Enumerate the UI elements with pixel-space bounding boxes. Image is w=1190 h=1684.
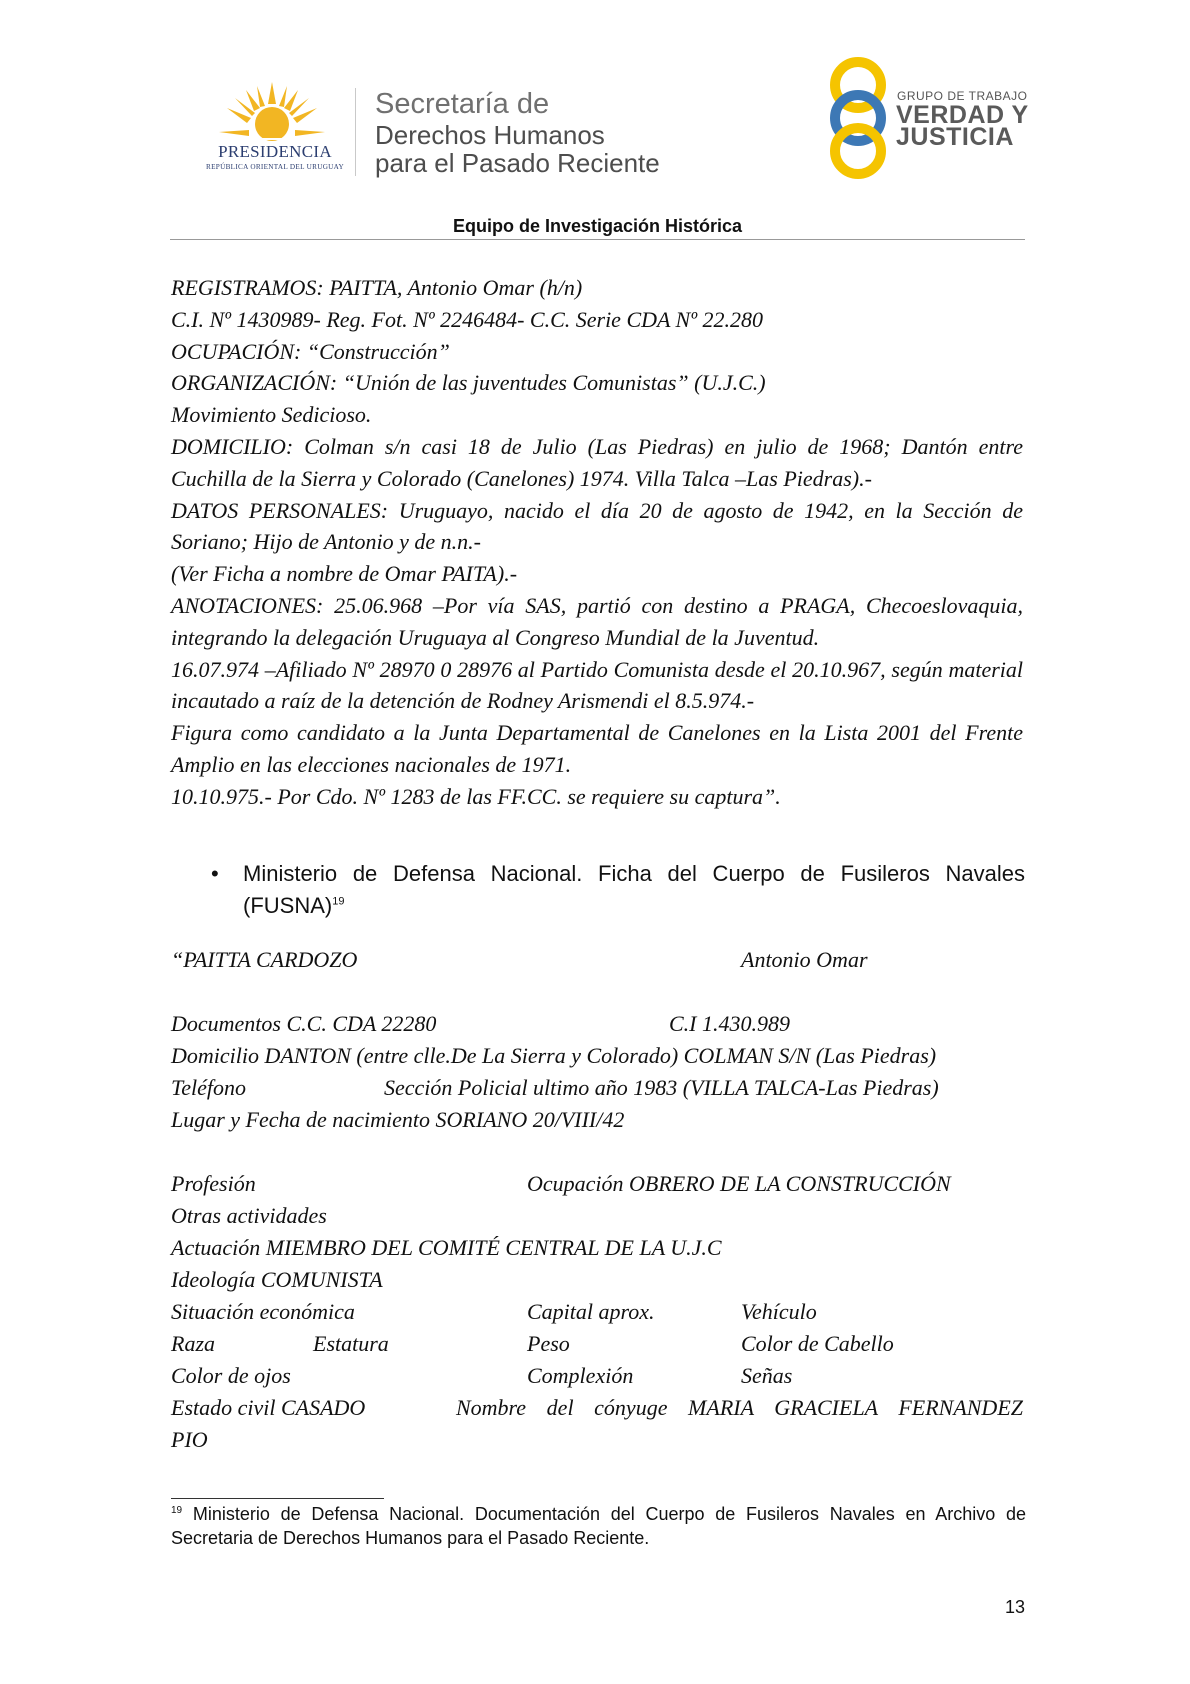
- ficha-conyuge-cont: PIO: [171, 1427, 208, 1452]
- ficha-senas: Señas: [741, 1363, 793, 1388]
- ficha-seccion: Sección Policial ultimo año 1983 (VILLA TALCA-Las Piedras): [384, 1075, 939, 1100]
- unit-title: Equipo de Investigación Histórica: [452, 216, 743, 236]
- ficha-telefono: Teléfono: [171, 1075, 246, 1100]
- ficha-ojos: Color de ojos: [171, 1363, 291, 1388]
- ficha-ci: C.I 1.430.989: [669, 1011, 790, 1036]
- grupo-trabajo-label: GRUPO DE TRABAJO: [897, 89, 1028, 103]
- record-line: (Ver Ficha a nombre de Omar PAITA).-: [171, 561, 518, 587]
- ficha-ocupacion: Ocupación OBRERO DE LA CONSTRUCCIÓN: [527, 1171, 951, 1196]
- secretaria-line-3: para el Pasado Reciente: [375, 148, 660, 178]
- source-bullet: [211, 858, 1025, 922]
- record-text: [171, 272, 1023, 813]
- record-line: DATOS PERSONALES: Uruguayo, nacido el día 20 de agosto de 1942, en la Sección de Soriano; Hijo de Antonio y de n.n.-: [171, 497, 1023, 555]
- bullet-text: Ministerio de Defensa Nacional. Ficha del Cuerpo de Fusileros Navales (FUSNA): [243, 861, 1025, 918]
- fusna-ficha: [171, 944, 1023, 1456]
- footnote: [171, 1502, 1026, 1550]
- ficha-vehiculo: Vehículo: [741, 1299, 817, 1324]
- record-line: 16.07.974 –Afiliado Nº 28970 0 28976 al Partido Comunista desde el 20.10.967, según material incautado a raíz de la detención de Rodney Arismendi el 8.5.974.-: [171, 656, 1023, 714]
- record-line: C.I. Nº 1430989- Reg. Fot. Nº 2246484- C.C. Serie CDA Nº 22.280: [171, 306, 764, 332]
- footnote-rule: [171, 1498, 384, 1499]
- ficha-otras-actividades: Otras actividades: [171, 1203, 327, 1228]
- bullet-dot-icon: •: [211, 861, 219, 886]
- ficha-nacimiento: Lugar y Fecha de nacimiento SORIANO 20/VIII/42: [171, 1107, 625, 1132]
- ficha-raza: Raza: [171, 1331, 215, 1356]
- record-line: OCUPACIÓN: “Construcción”: [171, 338, 450, 364]
- ficha-actuacion: Actuación MIEMBRO DEL COMITÉ CENTRAL DE LA U.J.C: [171, 1235, 722, 1260]
- record-line: Figura como candidato a la Junta Departamental de Canelones en la Lista 2001 del Frente Amplio en las elecciones nacionales de 1971.: [171, 720, 1023, 777]
- ficha-cabello: Color de Cabello: [741, 1331, 894, 1356]
- ficha-domicilio: Domicilio DANTON (entre clle.De La Sierra y Colorado) COLMAN S/N (Las Piedras): [171, 1043, 937, 1068]
- logo-divider: [355, 88, 356, 176]
- justicia-label: JUSTICIA: [896, 123, 1014, 151]
- record-line: REGISTRAMOS: PAITTA, Antonio Omar (h/n): [171, 275, 583, 300]
- record-line: 10.10.975.- Por Cdo. Nº 1283 de las FF.CC. se requiere su captura”.: [171, 783, 781, 809]
- ficha-estatura: Estatura: [313, 1331, 389, 1356]
- ficha-peso: Peso: [527, 1331, 570, 1356]
- verdad-justicia-rings-icon: [818, 55, 898, 180]
- secretaria-line-2: Derechos Humanos: [375, 120, 605, 150]
- record-line: Movimiento Sedicioso.: [171, 402, 372, 428]
- ficha-surname: “PAITTA CARDOZO: [171, 947, 358, 972]
- verdad-label: VERDAD Y: [896, 101, 1029, 129]
- presidencia-name: PRESIDENCIA: [218, 142, 332, 161]
- footnote-ref[interactable]: 19: [332, 895, 345, 908]
- footnote-number: 19: [171, 1505, 183, 1516]
- record-line: ORGANIZACIÓN: “Unión de las juventudes Comunistas” (U.J.C.): [171, 370, 766, 396]
- ficha-ideologia: Ideología COMUNISTA: [171, 1267, 383, 1292]
- ficha-estado-civil: Estado civil CASADO: [171, 1395, 366, 1420]
- ficha-complexion: Complexión: [527, 1363, 634, 1388]
- presidencia-subtitle: REPÚBLICA ORIENTAL DEL URUGUAY: [206, 163, 344, 171]
- header-rule: [170, 239, 1025, 240]
- ficha-given-name: Antonio Omar: [741, 947, 868, 972]
- record-line: ANOTACIONES: 25.06.968 –Por vía SAS, partió con destino a PRAGA, Checoeslovaquia, integrando la delegación Uruguaya al Congreso Mundial de la Juventud.: [171, 592, 1023, 650]
- record-line: DOMICILIO: Colman s/n casi 18 de Julio (Las Piedras) en julio de 1968; Dantón entre Cuchilla de la Sierra y Colorado (Canelones) 1974. Villa Talca –Las Piedras).-: [171, 433, 1023, 491]
- secretaria-line-1: Secretaría de: [375, 88, 550, 120]
- footnote-text: Ministerio de Defensa Nacional. Documentación del Cuerpo de Fusileros Navales en Archivo de Secretaria de Derechos Humanos para el Pasado Reciente.: [171, 1504, 1026, 1548]
- ficha-profesion: Profesión: [171, 1171, 256, 1196]
- ficha-conyuge: Nombre del cónyuge MARIA GRACIELA FERNANDEZ: [456, 1395, 1023, 1420]
- page-number: 13: [1004, 1597, 1025, 1617]
- ficha-capital: Capital aprox.: [527, 1299, 655, 1324]
- ficha-documentos: Documentos C.C. CDA 22280: [171, 1011, 437, 1036]
- ficha-situacion: Situación económica: [171, 1299, 355, 1324]
